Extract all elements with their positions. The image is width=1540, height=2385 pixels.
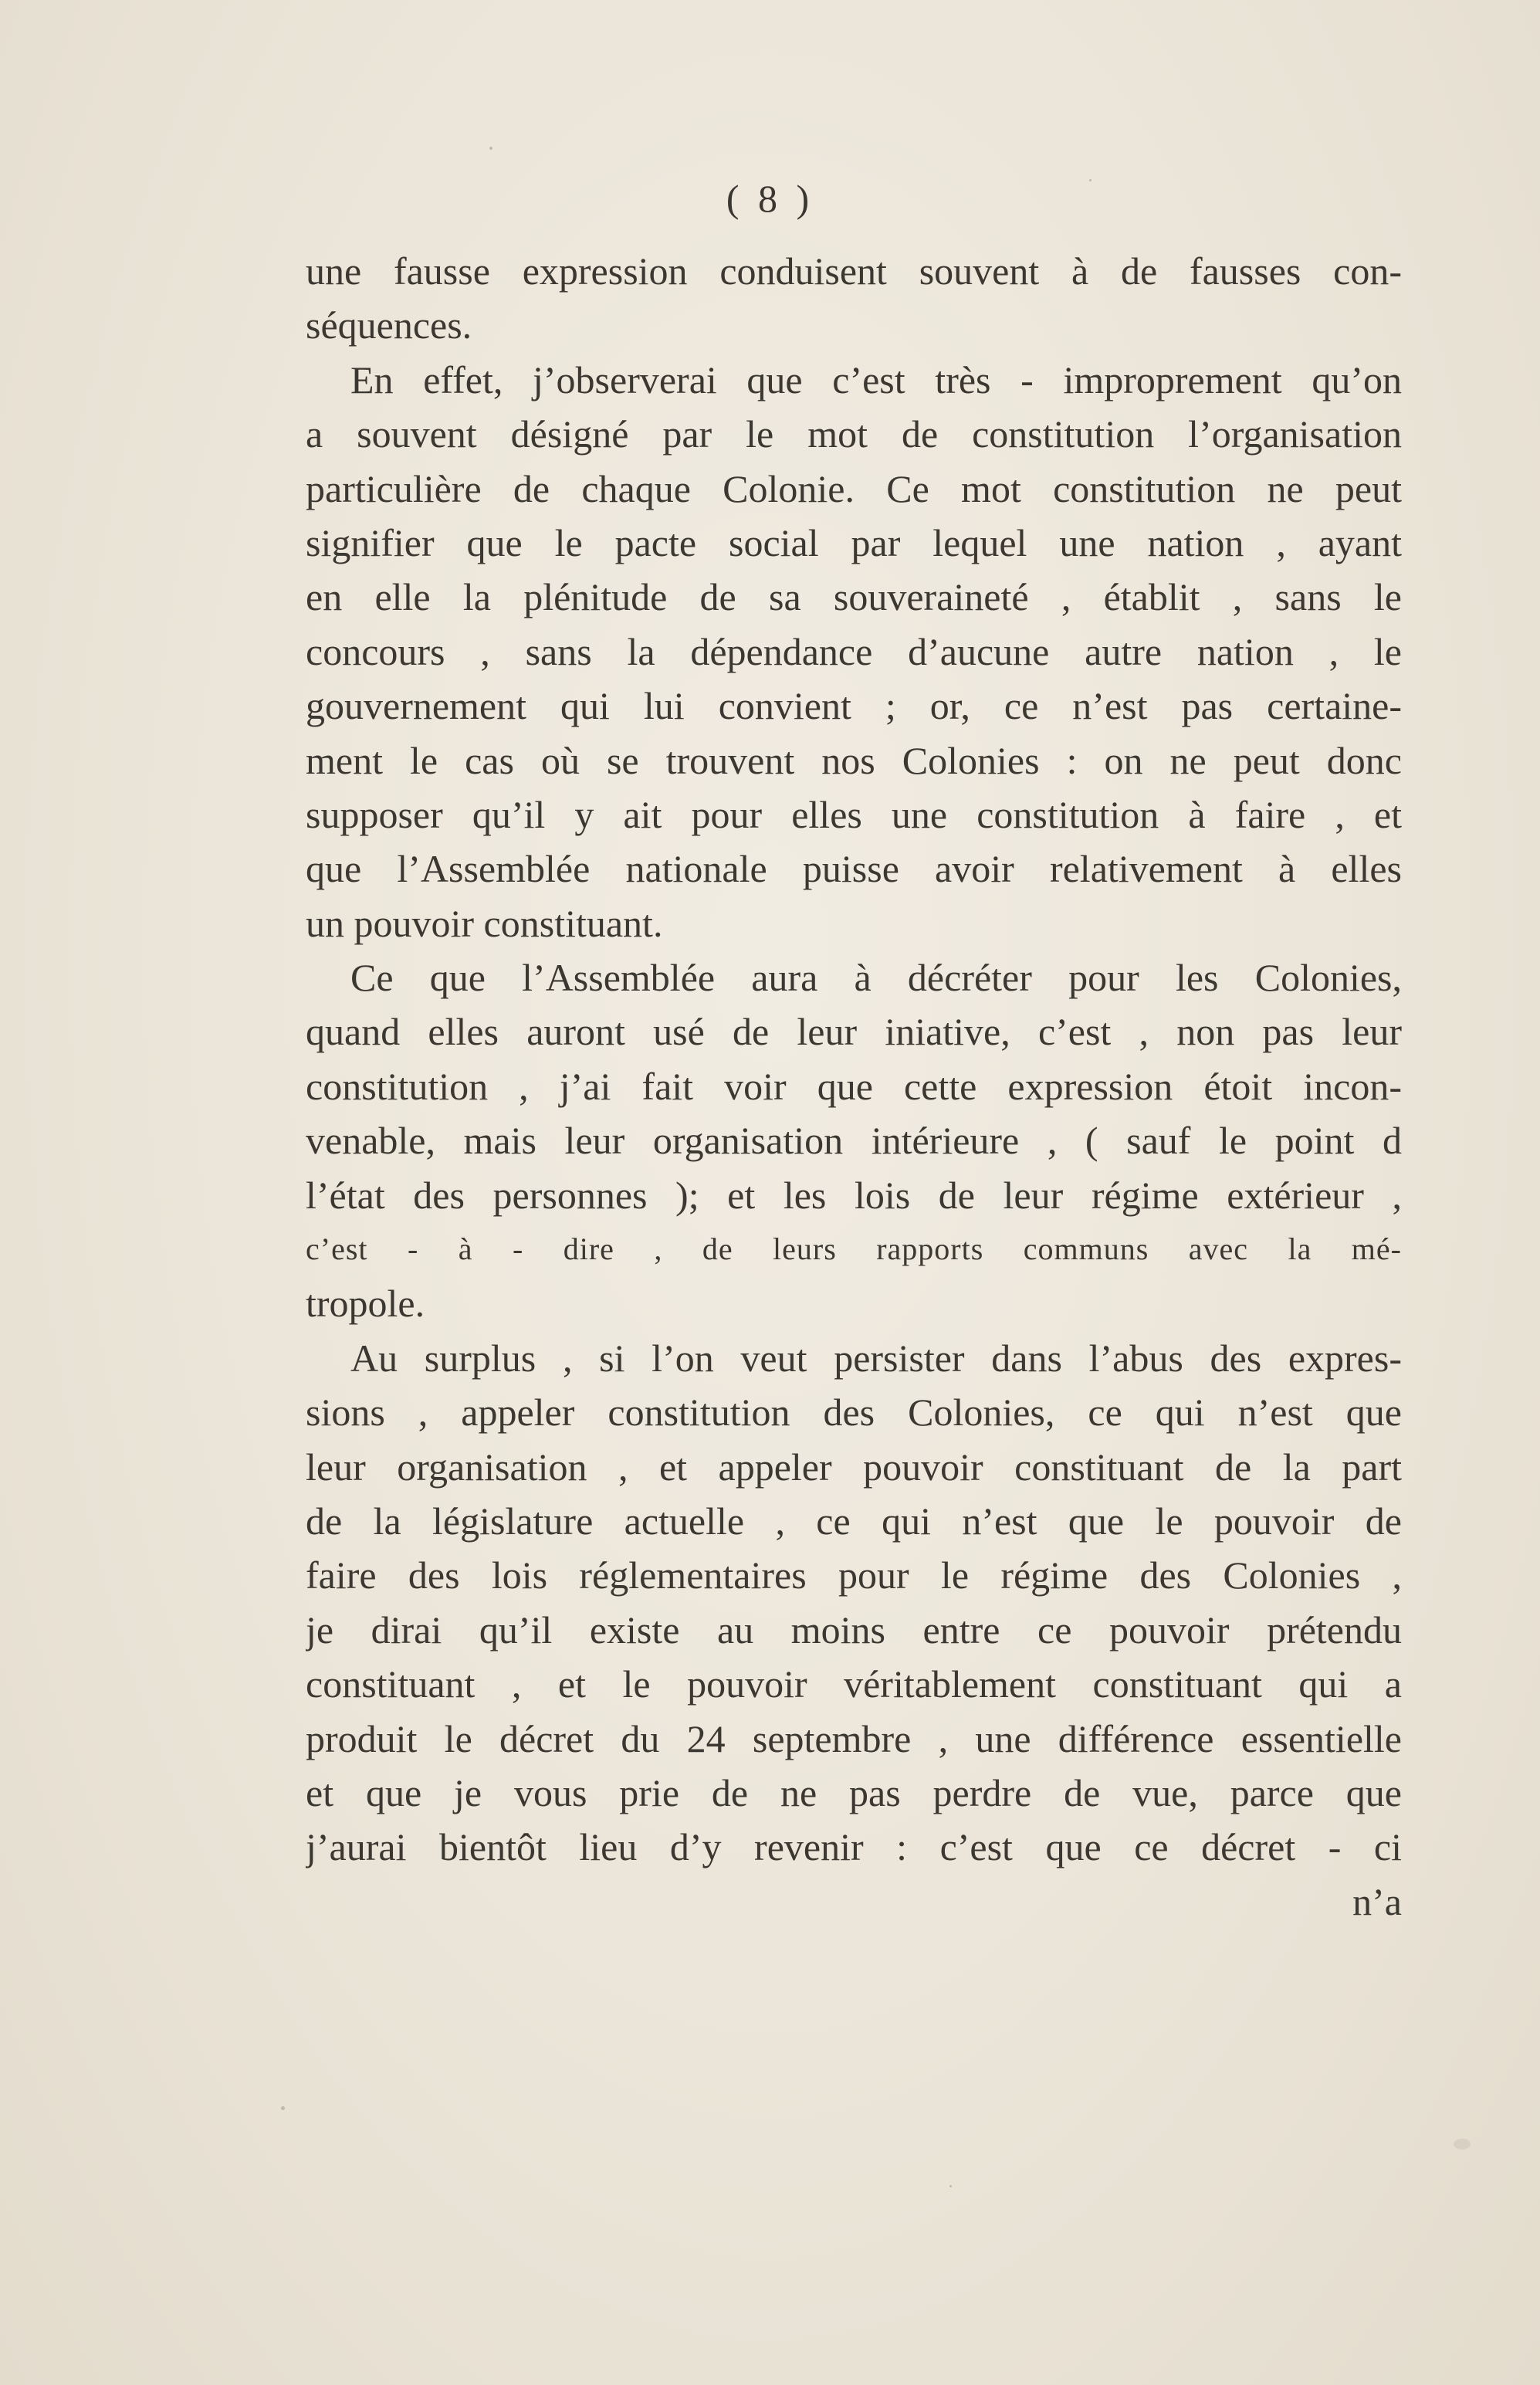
text-line: concours , sans la dépendance d’aucune autre nation , le	[306, 629, 1402, 673]
text-line: particulière de chaque Colonie. Ce mot constitution ne peut	[306, 466, 1402, 510]
text-line: leur organisation , et appeler pouvoir constituant de la part	[306, 1445, 1402, 1489]
text-line: constituant , et le pouvoir véritablement constituant qui a	[306, 1662, 1402, 1706]
text-line: j’aurai bientôt lieu d’y revenir : c’est que ce décret - ci	[306, 1825, 1402, 1869]
text-line: En effet, j’observerai que c’est très - improprement qu’on	[350, 357, 1402, 401]
text-line: quand elles auront usé de leur iniative, c’est , non pas leur	[306, 1010, 1402, 1054]
text-line: sions , appeler constitution des Colonies, ce qui n’est que	[306, 1391, 1402, 1435]
text-line: Ce que l’Assemblée aura à décréter pour les Colonies,	[350, 956, 1402, 1000]
text-line: je dirai qu’il existe au moins entre ce pouvoir prétendu	[306, 1608, 1402, 1652]
text-line: et que je vous prie de ne pas perdre de vue, parce que	[306, 1770, 1402, 1814]
text-line: c’est - à - dire , de leurs rapports communs avec la mé-	[306, 1231, 1402, 1267]
body-text	[306, 244, 1402, 1929]
text-line: un pouvoir constituant.	[306, 901, 663, 945]
text-line: gouvernement qui lui convient ; or, ce n’est pas certaine-	[306, 684, 1402, 728]
text-line: Au surplus , si l’on veut persister dans l’abus des expres-	[350, 1336, 1402, 1380]
text-line: signifier que le pacte social par lequel une nation , ayant	[306, 520, 1402, 564]
text-line: de la législature actuelle , ce qui n’est que le pouvoir de	[306, 1499, 1402, 1543]
paper-speck	[489, 147, 492, 150]
text-line: a souvent désigné par le mot de constitution l’organisation	[306, 412, 1402, 456]
paper-speck	[949, 2185, 952, 2187]
text-line: supposer qu’il y ait pour elles une constitution à faire , et	[306, 792, 1402, 836]
text-line: en elle la plénitude de sa souveraineté , établit , sans le	[306, 575, 1402, 619]
page-number: ( 8 )	[726, 177, 814, 220]
text-line: constitution , j’ai fait voir que cette expression étoit incon-	[306, 1064, 1402, 1108]
text-line: produit le décret du 24 septembre , une différence essentielle	[306, 1716, 1402, 1760]
text-line: une fausse expression conduisent souvent à de fausses con-	[306, 249, 1402, 293]
paper-speck	[1454, 2139, 1471, 2150]
paper-speck	[1089, 179, 1092, 181]
text-line: l’état des personnes ); et les lois de leur régime extérieur ,	[306, 1173, 1402, 1217]
paper-speck	[281, 2106, 285, 2110]
text-line: tropole.	[306, 1282, 425, 1326]
text-line: que l’Assemblée nationale puisse avoir relativement à elles	[306, 847, 1402, 891]
catchword: n’a	[1352, 1879, 1402, 1923]
text-line: séquences.	[306, 303, 472, 347]
text-line: venable, mais leur organisation intérieure , ( sauf le point d	[306, 1119, 1402, 1163]
text-line: ment le cas où se trouvent nos Colonies : on ne peut donc	[306, 738, 1402, 782]
text-line: faire des lois réglementaires pour le régime des Colonies ,	[306, 1553, 1402, 1597]
